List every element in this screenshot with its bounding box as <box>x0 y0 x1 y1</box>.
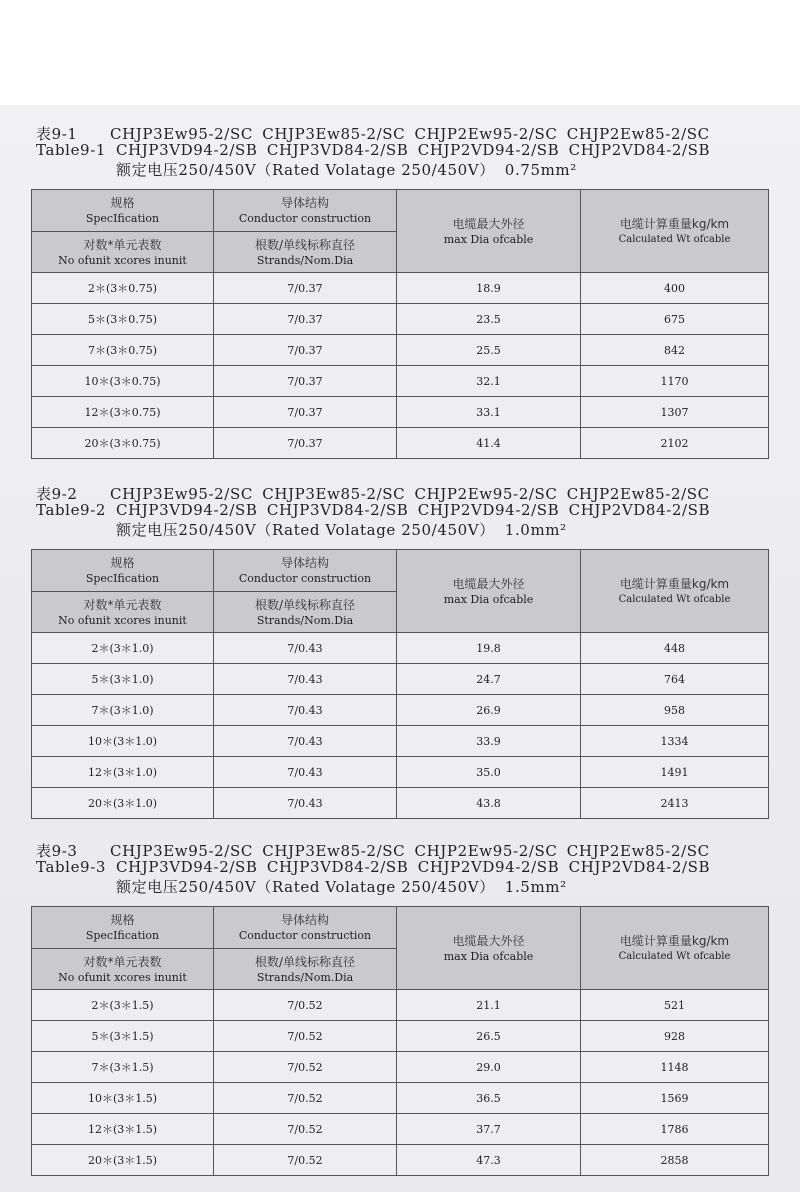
header-spec <box>32 550 214 592</box>
cell-weight: 958 <box>581 695 769 726</box>
spec-table <box>31 906 769 1176</box>
header-count <box>32 949 214 990</box>
header-conductor-cn: 导体结构 <box>280 556 329 570</box>
header-strands-cn: 根数/单线标称直径 <box>254 237 356 252</box>
header-spec-en: SpecIfication <box>85 572 160 585</box>
cell-dia: 37.7 <box>397 1114 581 1145</box>
cell-dia: 33.1 <box>397 397 581 428</box>
header-weight-en: Calculated Wt ofcable <box>618 233 731 245</box>
cell-weight: 764 <box>581 664 769 695</box>
cell-dia: 47.3 <box>397 1145 581 1176</box>
document-page <box>0 105 800 1192</box>
caption-line-en <box>36 858 710 876</box>
cell-spec: 10＊(3＊1.5) <box>32 1083 214 1114</box>
cell-dia: 26.9 <box>397 695 581 726</box>
table-caption <box>0 840 800 910</box>
header-count <box>32 232 214 273</box>
model-list-1: CHJP3Ew95-2/SC CHJP3Ew85-2/SC CHJP2Ew95-2/SC CHJP2Ew85-2/SC <box>110 485 710 503</box>
header-conductor-cn: 导体结构 <box>280 196 329 210</box>
header-weight-en: Calculated Wt ofcable <box>618 593 731 605</box>
header-dia-en: max Dia ofcable <box>443 949 534 963</box>
cell-weight: 842 <box>581 335 769 366</box>
cell-strands: 7/0.43 <box>214 757 397 788</box>
table-row <box>32 273 769 304</box>
cell-spec: 2＊(3＊1.5) <box>32 990 214 1021</box>
model-list-2: CHJP3VD94-2/SB CHJP3VD84-2/SB CHJP2VD94-2/SB CHJP2VD84-2/SB <box>116 141 711 159</box>
cell-dia: 35.0 <box>397 757 581 788</box>
header-count <box>32 592 214 633</box>
cell-dia: 41.4 <box>397 428 581 459</box>
table-row <box>32 1114 769 1145</box>
table-row <box>32 1145 769 1176</box>
cell-dia: 32.1 <box>397 366 581 397</box>
cell-spec: 12＊(3＊1.0) <box>32 757 214 788</box>
header-conductor-en: Conductor construction <box>238 212 372 225</box>
header-dia-cn: 电缆最大外径 <box>452 576 525 591</box>
table-label-en: Table9-3 <box>36 858 107 876</box>
header-count-cn: 对数*单元表数 <box>83 237 162 252</box>
cell-spec: 7＊(3＊1.5) <box>32 1052 214 1083</box>
header-weight <box>581 550 769 633</box>
cell-strands: 7/0.52 <box>214 1052 397 1083</box>
header-count-en: No ofunit xcores inunit <box>58 970 187 984</box>
rated-voltage: 额定电压250/450V（Rated Volatage 250/450V） <box>116 878 495 896</box>
cell-strands: 7/0.52 <box>214 1114 397 1145</box>
cell-dia: 18.9 <box>397 273 581 304</box>
table-row <box>32 633 769 664</box>
header-spec <box>32 190 214 232</box>
header-weight-cn: 电缆计算重量kg/km <box>619 933 730 948</box>
cell-weight: 448 <box>581 633 769 664</box>
caption-line-en <box>36 501 710 519</box>
header-conductor-en: Conductor construction <box>238 572 372 585</box>
cell-weight: 1307 <box>581 397 769 428</box>
cell-strands: 7/0.52 <box>214 1083 397 1114</box>
header-dia-cn: 电缆最大外径 <box>452 216 525 231</box>
table-caption <box>0 123 800 193</box>
cell-weight: 1334 <box>581 726 769 757</box>
cell-weight: 1170 <box>581 366 769 397</box>
cell-strands: 7/0.37 <box>214 397 397 428</box>
cell-weight: 1491 <box>581 757 769 788</box>
header-spec <box>32 907 214 949</box>
header-spec-cn: 规格 <box>110 556 135 570</box>
cell-spec: 12＊(3＊1.5) <box>32 1114 214 1145</box>
header-conductor-en: Conductor construction <box>238 929 372 942</box>
cell-weight: 1786 <box>581 1114 769 1145</box>
table-row <box>32 304 769 335</box>
table-caption <box>0 483 800 553</box>
cell-strands: 7/0.37 <box>214 273 397 304</box>
caption-line-voltage <box>116 876 567 897</box>
table-label-cn: 表9-2 <box>36 485 78 503</box>
cell-dia: 26.5 <box>397 1021 581 1052</box>
cell-spec: 7＊(3＊0.75) <box>32 335 214 366</box>
table-row <box>32 757 769 788</box>
header-spec-cn: 规格 <box>110 196 135 210</box>
table-row <box>32 428 769 459</box>
header-strands-en: Strands/Nom.Dia <box>256 253 354 267</box>
header-strands-cn: 根数/单线标称直径 <box>254 954 356 969</box>
caption-line-voltage <box>116 159 577 180</box>
cell-dia: 25.5 <box>397 335 581 366</box>
cell-weight: 2102 <box>581 428 769 459</box>
model-list-2: CHJP3VD94-2/SB CHJP3VD84-2/SB CHJP2VD94-2/SB CHJP2VD84-2/SB <box>116 501 711 519</box>
header-strands <box>214 949 397 990</box>
header-strands-cn: 根数/单线标称直径 <box>254 597 356 612</box>
table-label-cn: 表9-3 <box>36 842 78 860</box>
cell-weight: 1148 <box>581 1052 769 1083</box>
header-weight-en: Calculated Wt ofcable <box>618 950 731 962</box>
table-row <box>32 1021 769 1052</box>
header-weight-cn: 电缆计算重量kg/km <box>619 216 730 231</box>
cell-strands: 7/0.37 <box>214 304 397 335</box>
cell-spec: 10＊(3＊1.0) <box>32 726 214 757</box>
table-label-en: Table9-2 <box>36 501 107 519</box>
cell-spec: 10＊(3＊0.75) <box>32 366 214 397</box>
header-count-cn: 对数*单元表数 <box>83 954 162 969</box>
cell-dia: 19.8 <box>397 633 581 664</box>
header-count-en: No ofunit xcores inunit <box>58 613 187 627</box>
model-list-1: CHJP3Ew95-2/SC CHJP3Ew85-2/SC CHJP2Ew95-2/SC CHJP2Ew85-2/SC <box>110 125 710 143</box>
cell-strands: 7/0.43 <box>214 788 397 819</box>
cell-spec: 12＊(3＊0.75) <box>32 397 214 428</box>
header-dia <box>397 550 581 633</box>
cell-dia: 29.0 <box>397 1052 581 1083</box>
table-row <box>32 664 769 695</box>
header-weight <box>581 190 769 273</box>
cell-spec: 20＊(3＊1.0) <box>32 788 214 819</box>
table-row <box>32 1083 769 1114</box>
cell-spec: 2＊(3＊1.0) <box>32 633 214 664</box>
header-weight-cn: 电缆计算重量kg/km <box>619 576 730 591</box>
cell-dia: 33.9 <box>397 726 581 757</box>
cell-spec: 20＊(3＊1.5) <box>32 1145 214 1176</box>
cell-spec: 7＊(3＊1.0) <box>32 695 214 726</box>
header-strands <box>214 232 397 273</box>
header-dia <box>397 907 581 990</box>
cell-strands: 7/0.43 <box>214 726 397 757</box>
table-row <box>32 397 769 428</box>
header-conductor <box>214 907 397 949</box>
cell-spec: 20＊(3＊0.75) <box>32 428 214 459</box>
caption-line-voltage <box>116 519 567 540</box>
header-spec-cn: 规格 <box>110 913 135 927</box>
caption-line-en <box>36 141 710 159</box>
header-strands-en: Strands/Nom.Dia <box>256 613 354 627</box>
cell-strands: 7/0.43 <box>214 633 397 664</box>
cell-weight: 400 <box>581 273 769 304</box>
header-strands-en: Strands/Nom.Dia <box>256 970 354 984</box>
cell-dia: 36.5 <box>397 1083 581 1114</box>
cell-dia: 21.1 <box>397 990 581 1021</box>
conductor-size: 0.75mm² <box>504 161 577 179</box>
conductor-size: 1.0mm² <box>504 521 567 539</box>
spec-table <box>31 189 769 459</box>
header-conductor <box>214 190 397 232</box>
table-row <box>32 1052 769 1083</box>
cell-dia: 23.5 <box>397 304 581 335</box>
table-row <box>32 695 769 726</box>
cell-strands: 7/0.52 <box>214 1021 397 1052</box>
header-dia <box>397 190 581 273</box>
table-label-en: Table9-1 <box>36 141 107 159</box>
table-label-cn: 表9-1 <box>36 125 78 143</box>
header-count-en: No ofunit xcores inunit <box>58 253 187 267</box>
header-dia-en: max Dia ofcable <box>443 232 534 246</box>
table-row <box>32 990 769 1021</box>
model-list-2: CHJP3VD94-2/SB CHJP3VD84-2/SB CHJP2VD94-2/SB CHJP2VD84-2/SB <box>116 858 711 876</box>
header-weight <box>581 907 769 990</box>
cell-weight: 2413 <box>581 788 769 819</box>
header-conductor <box>214 550 397 592</box>
table-row <box>32 366 769 397</box>
table-row <box>32 335 769 366</box>
conductor-size: 1.5mm² <box>504 878 567 896</box>
cell-strands: 7/0.37 <box>214 428 397 459</box>
cell-weight: 2858 <box>581 1145 769 1176</box>
model-list-1: CHJP3Ew95-2/SC CHJP3Ew85-2/SC CHJP2Ew95-2/SC CHJP2Ew85-2/SC <box>110 842 710 860</box>
cell-weight: 1569 <box>581 1083 769 1114</box>
header-dia-en: max Dia ofcable <box>443 592 534 606</box>
table-row <box>32 726 769 757</box>
cell-dia: 43.8 <box>397 788 581 819</box>
cell-strands: 7/0.43 <box>214 664 397 695</box>
cell-strands: 7/0.43 <box>214 695 397 726</box>
cell-strands: 7/0.37 <box>214 366 397 397</box>
cell-weight: 675 <box>581 304 769 335</box>
cell-spec: 5＊(3＊0.75) <box>32 304 214 335</box>
cell-spec: 5＊(3＊1.0) <box>32 664 214 695</box>
header-conductor-cn: 导体结构 <box>280 913 329 927</box>
cell-dia: 24.7 <box>397 664 581 695</box>
rated-voltage: 额定电压250/450V（Rated Volatage 250/450V） <box>116 161 495 179</box>
table-row <box>32 788 769 819</box>
cell-spec: 5＊(3＊1.5) <box>32 1021 214 1052</box>
spec-table <box>31 549 769 819</box>
cell-spec: 2＊(3＊0.75) <box>32 273 214 304</box>
cell-strands: 7/0.37 <box>214 335 397 366</box>
rated-voltage: 额定电压250/450V（Rated Volatage 250/450V） <box>116 521 495 539</box>
header-spec-en: SpecIfication <box>85 212 160 225</box>
header-dia-cn: 电缆最大外径 <box>452 933 525 948</box>
header-count-cn: 对数*单元表数 <box>83 597 162 612</box>
cell-weight: 521 <box>581 990 769 1021</box>
cell-strands: 7/0.52 <box>214 990 397 1021</box>
header-spec-en: SpecIfication <box>85 929 160 942</box>
cell-strands: 7/0.52 <box>214 1145 397 1176</box>
header-strands <box>214 592 397 633</box>
cell-weight: 928 <box>581 1021 769 1052</box>
